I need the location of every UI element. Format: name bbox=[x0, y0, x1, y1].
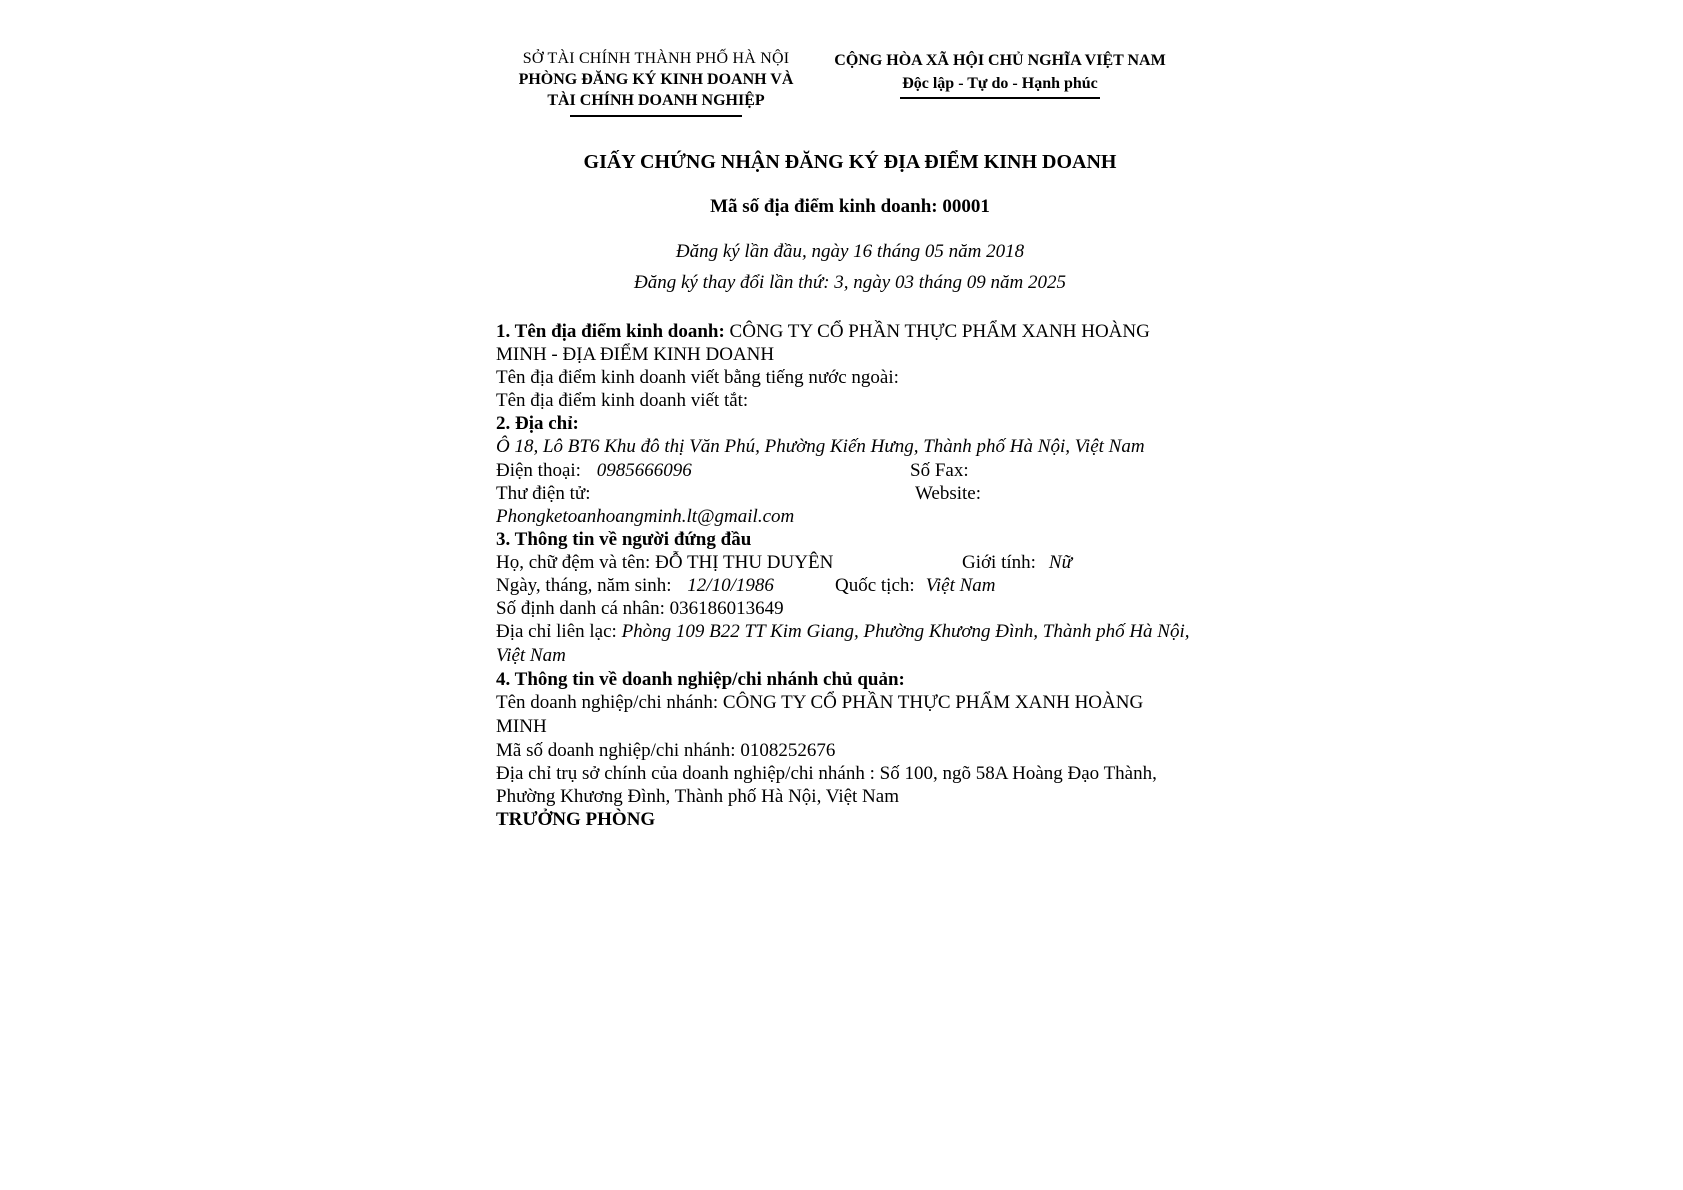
website-label: Website: bbox=[915, 483, 982, 504]
business-location-name: CÔNG TY CỔ PHẦN THỰC PHẨM XANH HOÀNG MINH - ĐỊA ĐIỂM KINH DOANH bbox=[496, 321, 1150, 365]
dob-label: Ngày, tháng, năm sinh: bbox=[496, 575, 672, 596]
gender-pair bbox=[962, 551, 1072, 574]
nationality-label: Quốc tịch: bbox=[835, 575, 915, 596]
first-registration-line: Đăng ký lần đầu, ngày 16 tháng 05 năm 2018 bbox=[675, 241, 1025, 262]
section1-name-line bbox=[496, 320, 1193, 366]
personal-id-row bbox=[496, 597, 1193, 620]
section1-heading: 1. Tên địa điểm kinh doanh: bbox=[496, 321, 725, 342]
hq-address-row bbox=[496, 762, 1193, 808]
hq-address-label: Địa chỉ trụ sở chính của doanh nghiệp/chi nhánh : bbox=[496, 763, 875, 784]
gender-label: Giới tính: bbox=[962, 552, 1036, 573]
fax-label: Số Fax: bbox=[910, 460, 969, 481]
phone-fax-row bbox=[496, 459, 1193, 482]
parent-company-value: CÔNG TY CỔ PHẦN THỰC PHẨM XANH HOÀNG MINH bbox=[496, 692, 1144, 737]
issuer-header bbox=[486, 48, 826, 117]
document-title: GIẤY CHỨNG NHẬN ĐĂNG KÝ ĐỊA ĐIỂM KINH DOANH bbox=[583, 151, 1117, 173]
enterprise-code-label: Mã số doanh nghiệp/chi nhánh: bbox=[496, 740, 736, 761]
national-title: CỘNG HÒA XÃ HỘI CHỦ NGHĨA VIỆT NAM bbox=[834, 52, 1166, 69]
contact-address-label: Địa chỉ liên lạc: bbox=[496, 621, 617, 642]
email-website-row bbox=[496, 482, 1193, 505]
dob-value: 12/10/1986 bbox=[687, 575, 774, 596]
national-motto-wrap bbox=[822, 73, 1178, 99]
contact-address-row bbox=[496, 620, 1193, 668]
head-name-value: ĐỖ THỊ THU DUYÊN bbox=[655, 552, 834, 573]
email-value: Phongketoanhoangminh.lt@gmail.com bbox=[496, 506, 795, 527]
email-label: Thư điện tử: bbox=[496, 483, 591, 504]
issuer-underline-rule bbox=[570, 115, 742, 117]
issuer-office-name-line1: PHÒNG ĐĂNG KÝ KINH DOANH VÀ bbox=[518, 71, 794, 88]
section2-heading-line bbox=[496, 412, 1193, 435]
section3-heading-line bbox=[496, 528, 1193, 551]
short-name-label: Tên địa điểm kinh doanh viết tắt: bbox=[496, 390, 749, 411]
dob-nationality-row bbox=[496, 574, 1193, 597]
nationality-pair bbox=[835, 574, 996, 597]
personal-id-label: Số định danh cá nhân: bbox=[496, 598, 665, 619]
location-code-line: Mã số địa điểm kinh doanh: 00001 bbox=[710, 196, 990, 217]
name-gender-row bbox=[496, 551, 1193, 574]
national-motto: Độc lập - Tự do - Hạnh phúc bbox=[900, 73, 1100, 99]
section2-heading: 2. Địa chỉ: bbox=[496, 413, 579, 434]
issuer-parent-name: SỞ TÀI CHÍNH THÀNH PHỐ HÀ NỘI bbox=[522, 50, 790, 67]
head-name-label: Họ, chữ đệm và tên: bbox=[496, 552, 651, 573]
section4-heading: 4. Thông tin về doanh nghiệp/chi nhánh chủ quản: bbox=[496, 669, 905, 690]
personal-id-value: 036186013649 bbox=[669, 598, 784, 619]
enterprise-code-row bbox=[496, 739, 1193, 762]
gender-value: Nữ bbox=[1048, 552, 1072, 573]
foreign-name-label: Tên địa điểm kinh doanh viết bằng tiếng nước ngoài: bbox=[496, 367, 899, 388]
contact-address-value: Phòng 109 B22 TT Kim Giang, Phường Khương Đình, Thành phố Hà Nội, Việt Nam bbox=[496, 621, 1190, 666]
hq-address-value: Số 100, ngõ 58A Hoàng Đạo Thành, Phường Khương Đình, Thành phố Hà Nội, Việt Nam bbox=[496, 763, 1157, 807]
issuer-office-name-line2: TÀI CHÍNH DOANH NGHIỆP bbox=[547, 92, 765, 109]
parent-company-label: Tên doanh nghiệp/chi nhánh: bbox=[496, 692, 719, 713]
amendment-line: Đăng ký thay đổi lần thứ: 3, ngày 03 tháng 09 năm 2025 bbox=[633, 272, 1066, 293]
certificate-body bbox=[496, 320, 1193, 831]
section3-heading: 3. Thông tin về người đứng đầu bbox=[496, 529, 752, 550]
national-header bbox=[822, 50, 1178, 99]
location-address: Ô 18, Lô BT6 Khu đô thị Văn Phú, Phường Kiến Hưng, Thành phố Hà Nội, Việt Nam bbox=[496, 436, 1145, 457]
section4-heading-line bbox=[496, 668, 1193, 691]
title-block bbox=[500, 150, 1200, 294]
enterprise-code-value: 0108252676 bbox=[740, 740, 836, 761]
phone-value: 0985666096 bbox=[596, 460, 692, 481]
signature-title: TRƯỞNG PHÒNG bbox=[496, 809, 656, 830]
phone-label: Điện thoại: bbox=[496, 460, 581, 481]
nationality-value: Việt Nam bbox=[925, 575, 996, 596]
parent-company-row bbox=[496, 691, 1193, 739]
